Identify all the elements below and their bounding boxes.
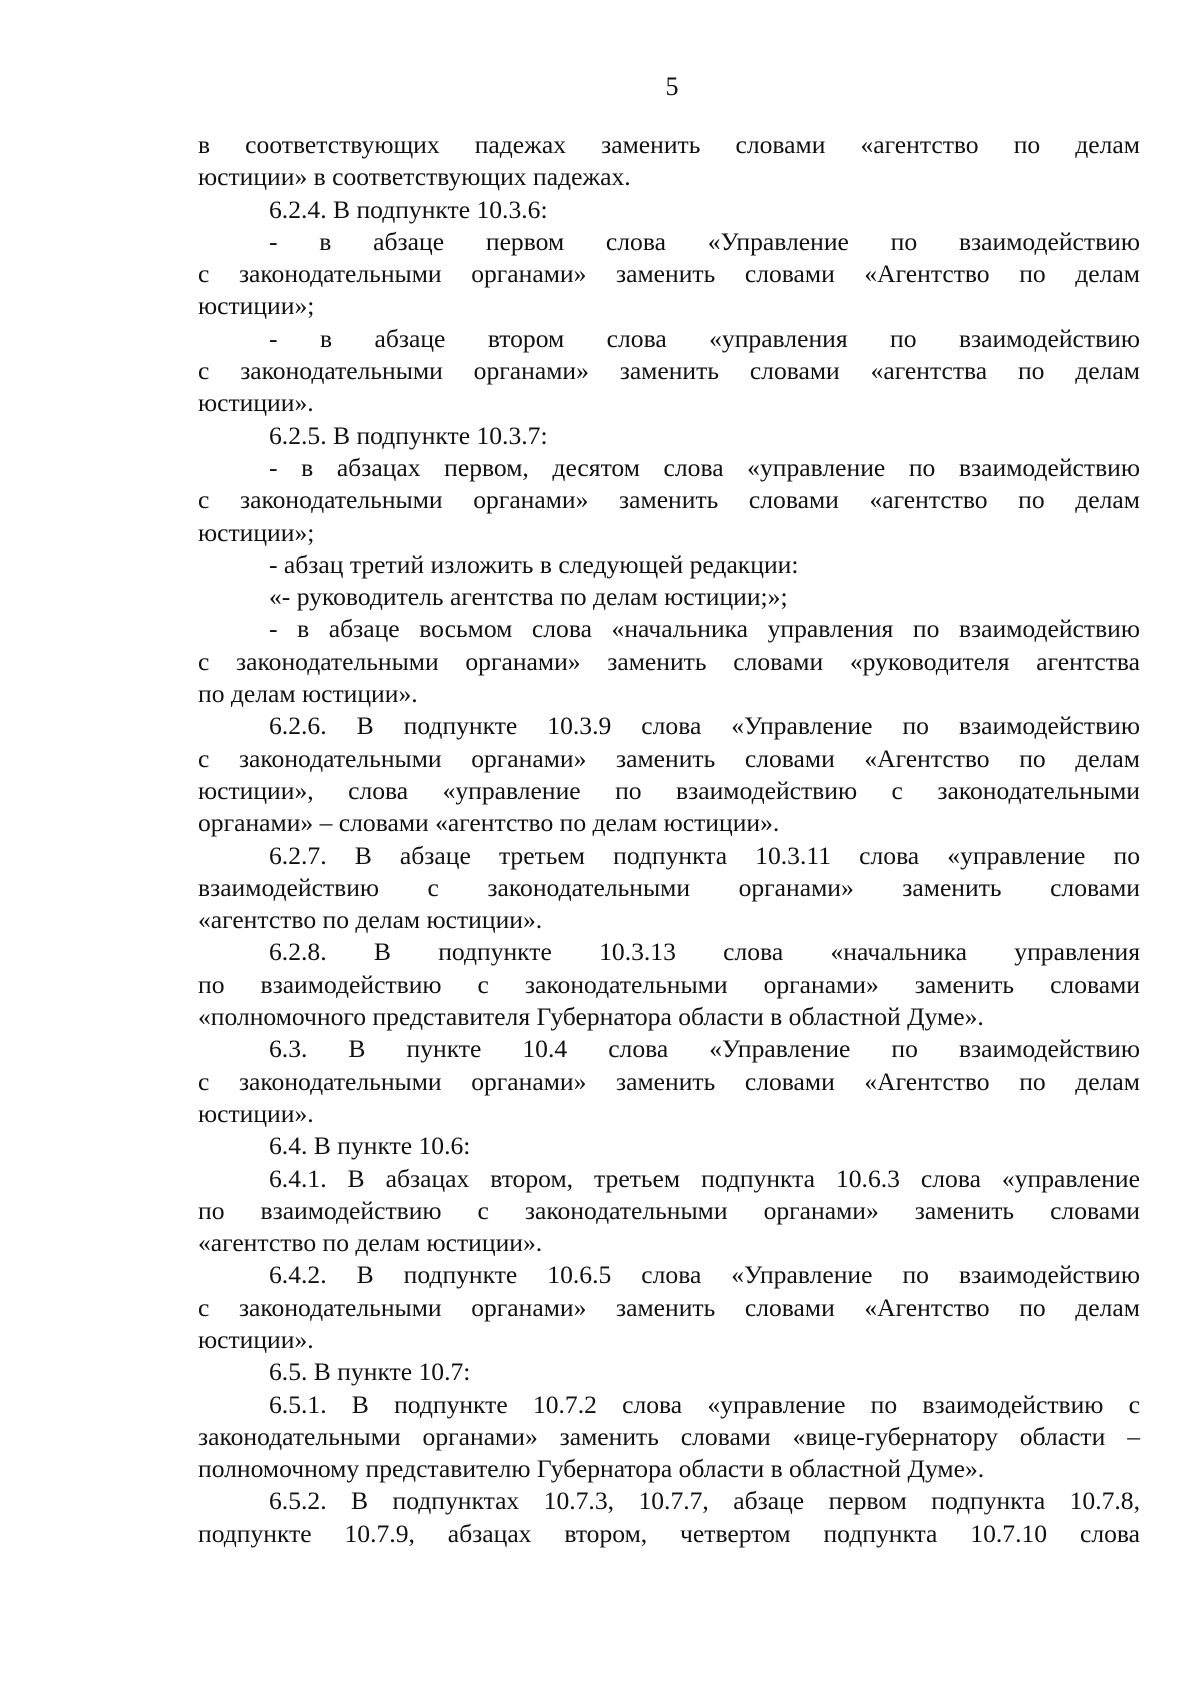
text-line: 6.2.7. В абзаце третьем подпункта 10.3.11 слова «управление по — [269, 840, 1140, 870]
text-line: юстиции», слова «управление по взаимодействию с законодательными — [198, 775, 1140, 805]
text-line: - в абзаце первом слова «Управление по взаимодействию — [269, 226, 1140, 256]
text-line: юстиции» в соответствующих падежах. — [198, 162, 631, 192]
text-line: с законодательными органами» заменить словами «Агентство по делам — [198, 1292, 1140, 1322]
text-line: с законодательными органами» заменить словами «Агентство по делам — [198, 1066, 1140, 1096]
text-line: 6.2.5. В подпункте 10.3.7: — [269, 420, 548, 450]
text-line: - в абзаце втором слова «управления по взаимодействию — [269, 323, 1140, 353]
text-line: - в абзаце восьмом слова «начальника управления по взаимодействию — [269, 614, 1140, 644]
text-line: юстиции»; — [198, 291, 315, 321]
text-line: взаимодействию с законодательными органами» заменить словами — [198, 872, 1140, 902]
text-line: «полномочного представителя Губернатора области в областной Думе». — [198, 1002, 984, 1032]
text-line: органами» – словами «агентство по делам юстиции». — [198, 808, 780, 838]
text-line: 6.5. В пункте 10.7: — [269, 1357, 471, 1387]
text-line: полномочному представителю Губернатора области в областной Думе». — [198, 1454, 985, 1484]
text-line: по взаимодействию с законодательными органами» заменить словами — [198, 969, 1140, 999]
text-line: по взаимодействию с законодательными органами» заменить словами — [198, 1195, 1140, 1225]
text-line: 6.5.2. В подпунктах 10.7.3, 10.7.7, абзаце первом подпункта 10.7.8, — [269, 1486, 1140, 1516]
text-line: «агентство по делам юстиции». — [198, 1228, 543, 1258]
text-line: юстиции». — [198, 1098, 314, 1128]
text-line: 6.2.8. В подпункте 10.3.13 слова «начальника управления — [269, 937, 1140, 967]
text-line: с законодательными органами» заменить словами «Агентство по делам — [198, 259, 1140, 289]
text-line: законодательными органами» заменить словами «вице-губернатору области – — [198, 1421, 1140, 1451]
document-body — [198, 129, 1140, 1550]
text-line: с законодательными органами» заменить словами «агентства по делам — [198, 356, 1140, 386]
text-line: с законодательными органами» заменить словами «Агентство по делам — [198, 743, 1140, 773]
text-line: подпункте 10.7.9, абзацах втором, четвертом подпункта 10.7.10 слова — [198, 1518, 1140, 1548]
text-line: «агентство по делам юстиции». — [198, 905, 543, 935]
text-line: «- руководитель агентства по делам юстиции;»; — [269, 582, 788, 612]
page-number: 5 — [665, 72, 679, 101]
text-line: - в абзацах первом, десятом слова «управление по взаимодействию — [269, 452, 1140, 482]
text-line: 6.4.2. В подпункте 10.6.5 слова «Управление по взаимодействию — [269, 1260, 1140, 1290]
text-line: в соответствующих падежах заменить словами «агентство по делам — [198, 130, 1140, 159]
text-line: с законодательными органами» заменить словами «агентство по делам — [198, 485, 1140, 515]
text-line: юстиции»; — [198, 517, 315, 547]
text-line: - абзац третий изложить в следующей редакции: — [269, 549, 799, 579]
text-line: 6.4. В пункте 10.6: — [269, 1131, 471, 1161]
text-line: юстиции». — [198, 388, 314, 418]
text-line: 6.3. В пункте 10.4 слова «Управление по взаимодействию — [269, 1034, 1140, 1064]
text-line: 6.4.1. В абзацах втором, третьем подпункта 10.6.3 слова «управление — [269, 1163, 1140, 1193]
text-line: по делам юстиции». — [198, 679, 418, 709]
text-line: 6.2.6. В подпункте 10.3.9 слова «Управление по взаимодействию — [269, 711, 1140, 741]
text-line: юстиции». — [198, 1324, 314, 1354]
text-line: с законодательными органами» заменить словами «руководителя агентства — [198, 646, 1140, 676]
text-line: 6.5.1. В подпункте 10.7.2 слова «управление по взаимодействию с — [269, 1389, 1140, 1419]
text-line: 6.2.4. В подпункте 10.3.6: — [269, 194, 548, 224]
